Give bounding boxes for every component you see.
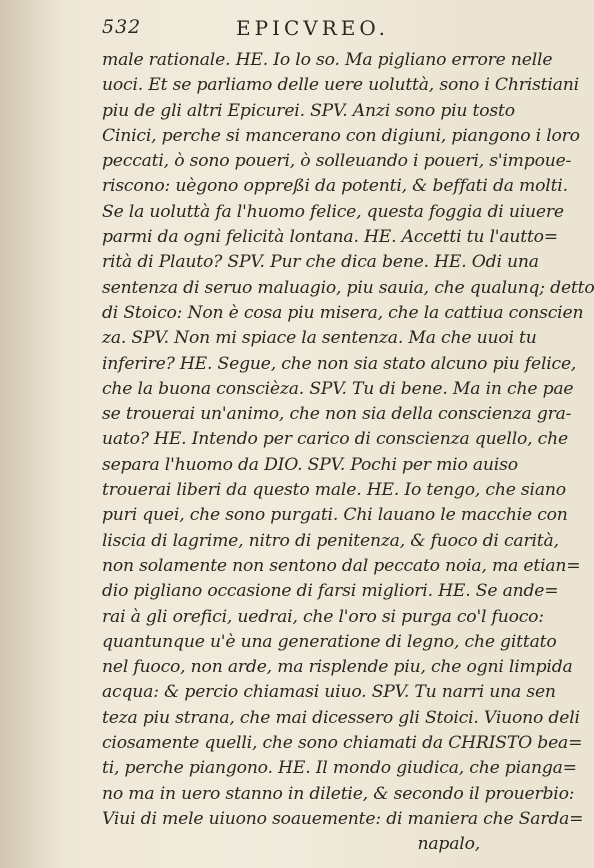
- text-line: di Stoico: Non è cosa piu misera, che la cattiua conscien: [102, 302, 584, 323]
- page-number: 532: [102, 16, 142, 38]
- text-line: inferire? HE. Segue, che non sia stato alcuno piu felice,: [102, 353, 577, 374]
- text-line: quantunque u'è una generatione di legno, che gittato: [102, 631, 557, 652]
- running-head: [96, 16, 476, 44]
- text-line: acqua: & percio chiamasi uiuo. SPV. Tu narri una sen: [102, 682, 556, 703]
- text-line: teza piu strana, che mai dicessero gli Stoici. Viuono deli: [102, 707, 580, 728]
- text-line: ciosamente quelli, che sono chiamati da CHRISTO bea=: [102, 733, 583, 754]
- text-line: dio pigliano occasione di farsi migliori. HE. Se ande=: [102, 581, 559, 602]
- text-line-catchword: napalo,: [417, 834, 480, 855]
- text-line: non solamente non sentono dal peccato noia, ma etian=: [102, 555, 581, 576]
- text-line: uato? HE. Intendo per carico di conscienza quello, che: [102, 429, 568, 450]
- text-line: Viui di mele uiuono soauemente: di maniera che Sarda=: [102, 808, 584, 829]
- text-line: rità di Plauto? SPV. Pur che dica bene. HE. Odi una: [102, 252, 539, 273]
- text-line: che la buona conscièza. SPV. Tu di bene. Ma in che pae: [102, 378, 574, 399]
- text-line: peccati, ò sono poueri, ò solleuando i poueri, s'impoue-: [102, 151, 572, 172]
- text-line: nel fuoco, non arde, ma risplende piu, che ogni limpida: [102, 657, 573, 678]
- text-line: no ma in uero stanno in diletie, & secondo il prouerbio:: [102, 783, 575, 804]
- page-gutter-shadow: [0, 0, 70, 868]
- body-text: [102, 48, 594, 858]
- text-line: puri quei, che sono purgati. Chi lauano le macchie con: [102, 505, 568, 526]
- text-line: sentenza di seruo maluagio, piu sauia, che qualunq; detto: [102, 277, 594, 298]
- text-line: separa l'huomo da DIO. SPV. Pochi per mio auiso: [102, 454, 518, 475]
- text-line: Cinici, perche si mancerano con digiuni, piangono i loro: [102, 125, 580, 146]
- text-line: trouerai liberi da questo male. HE. Io tengo, che siano: [102, 480, 566, 501]
- text-line: piu de gli altri Epicurei. SPV. Anzi sono piu tosto: [102, 100, 515, 121]
- text-line: za. SPV. Non mi spiace la sentenza. Ma che uuoi tu: [102, 328, 537, 349]
- text-line: liscia di lagrime, nitro di penitenza, & fuoco di carità,: [102, 530, 559, 551]
- text-line: riscono: uègono oppreßi da potenti, & beffati da molti.: [102, 176, 568, 197]
- text-line: male rationale. HE. Io lo so. Ma pigliano errore nelle: [102, 50, 553, 70]
- running-title: EPICVREO.: [236, 16, 389, 40]
- text-line: ti, perche piangono. HE. Il mondo giudica, che pianga=: [102, 758, 577, 779]
- text-line: rai à gli orefici, uedrai, che l'oro si purga co'l fuoco:: [102, 606, 544, 627]
- text-line: Se la uoluttà fa l'huomo felice, questa foggia di uiuere: [102, 201, 564, 222]
- text-line: uoci. Et se parliamo delle uere uoluttà, sono i Christiani: [102, 75, 579, 96]
- text-line: se trouerai un'animo, che non sia della conscienza gra-: [102, 404, 572, 425]
- text-line: parmi da ogni felicità lontana. HE. Accetti tu l'autto=: [102, 227, 559, 248]
